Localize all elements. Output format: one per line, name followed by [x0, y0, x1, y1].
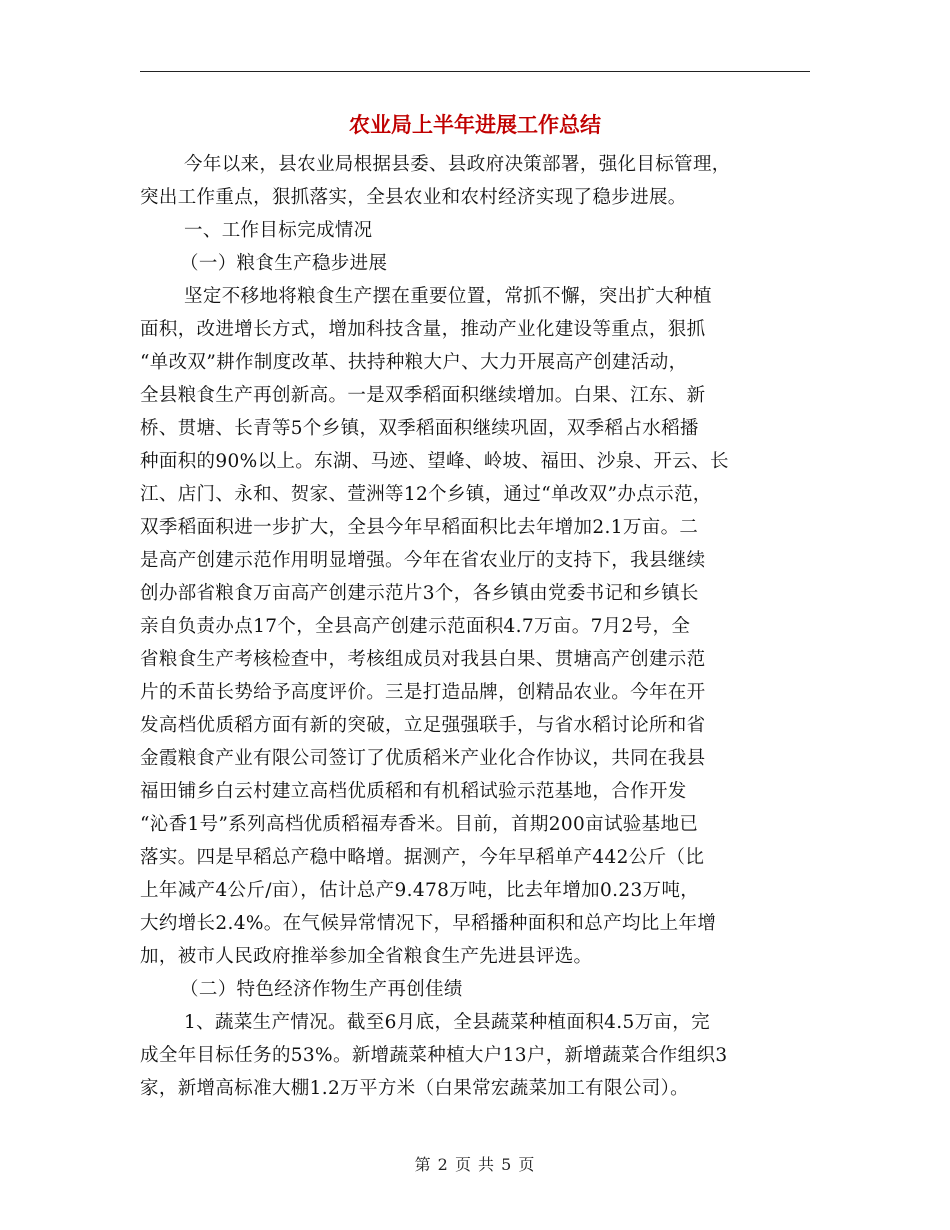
body-line: 种面积的90%以上。东湖、马迹、望峰、岭坡、福田、沙泉、开云、长 — [140, 451, 729, 472]
body-line: 发高档优质稻方面有新的突破，立足强强联手，与省水稻讨论所和省 — [140, 715, 706, 736]
body-line: 桥、贯塘、长青等5个乡镇，双季稻面积继续巩固，双季稻占水稻播 — [140, 418, 699, 439]
body-line: 双季稻面积进一步扩大，全县今年早稻面积比去年增加2.1万亩。二 — [140, 517, 699, 538]
document-title: 农业局上半年进展工作总结 — [349, 112, 601, 137]
body-line: 福田铺乡白云村建立高档优质稻和有机稻试验示范基地，合作开发 — [140, 781, 687, 802]
subsection-heading: （二）特色经济作物生产再创佳绩 — [180, 979, 463, 1000]
body-line: 金霞粮食产业有限公司签订了优质稻米产业化合作协议，共同在我县 — [140, 748, 706, 769]
body-line: 坚定不移地将粮食生产摆在重要位置，常抓不懈，突出扩大种植 — [184, 286, 712, 307]
body-line: 上年减产4公斤/亩），估计总产9.478万吨，比去年增加0.23万吨， — [140, 880, 700, 901]
body-line: 加，被市人民政府推举参加全省粮食生产先进县评选。 — [140, 946, 593, 967]
body-line: 家，新增高标准大棚1.2万平方米（白果常宏蔬菜加工有限公司）。 — [140, 1078, 690, 1099]
body-line: 片的禾苗长势给予高度评价。三是打造品牌，创精品农业。今年在开 — [140, 682, 706, 703]
body-line: “沁香1号”系列高档优质稻福寿香米。目前，首期200亩试验基地已 — [140, 814, 699, 835]
body-line: 全县粮食生产再创新高。一是双季稻面积继续增加。白果、江东、新 — [140, 385, 706, 406]
page-number: 第 2 页 共 5 页 — [414, 1155, 536, 1174]
body-line: 是高产创建示范作用明显增强。今年在省农业厅的支持下，我县继续 — [140, 550, 706, 571]
body-line: 创办部省粮食万亩高产创建示范片3个，各乡镇由党委书记和乡镇长 — [140, 583, 699, 604]
body-line: 突出工作重点，狠抓落实，全县农业和农村经济实现了稳步进展。 — [140, 187, 687, 208]
body-line: 1、蔬菜生产情况。截至6月底，全县蔬菜种植面积4.5万亩，完 — [184, 1012, 710, 1033]
section-heading: 一、工作目标完成情况 — [184, 220, 373, 241]
document-body — [140, 148, 810, 1105]
body-line: 大约增长2.4%。在气候异常情况下，早稻播种面积和总产均比上年增 — [140, 913, 717, 934]
header-rule — [140, 71, 810, 72]
body-line: 省粮食生产考核检查中，考核组成员对我县白果、贯塘高产创建示范 — [140, 649, 706, 670]
body-line: 面积，改进增长方式，增加科技含量，推动产业化建设等重点，狠抓 — [140, 319, 706, 340]
body-line: 亲自负责办点17个，全县高产创建示范面积4.7万亩。7月2号，全 — [140, 616, 691, 637]
subsection-heading: （一）粮食生产稳步进展 — [180, 253, 388, 274]
body-line: 成全年目标任务的53%。新增蔬菜种植大户13户，新增蔬菜合作组织3 — [140, 1045, 728, 1066]
body-line: 江、店门、永和、贺家、萱洲等12个乡镇，通过“单改双”办点示范， — [140, 484, 712, 505]
body-line: 落实。四是早稻总产稳中略增。据测产，今年早稻单产442公斤（比 — [140, 847, 705, 868]
body-line: 今年以来，县农业局根据县委、县政府决策部署，强化目标管理， — [184, 154, 731, 175]
body-line: “单改双”耕作制度改革、扶持种粮大户、大力开展高产创建活动， — [140, 352, 688, 373]
